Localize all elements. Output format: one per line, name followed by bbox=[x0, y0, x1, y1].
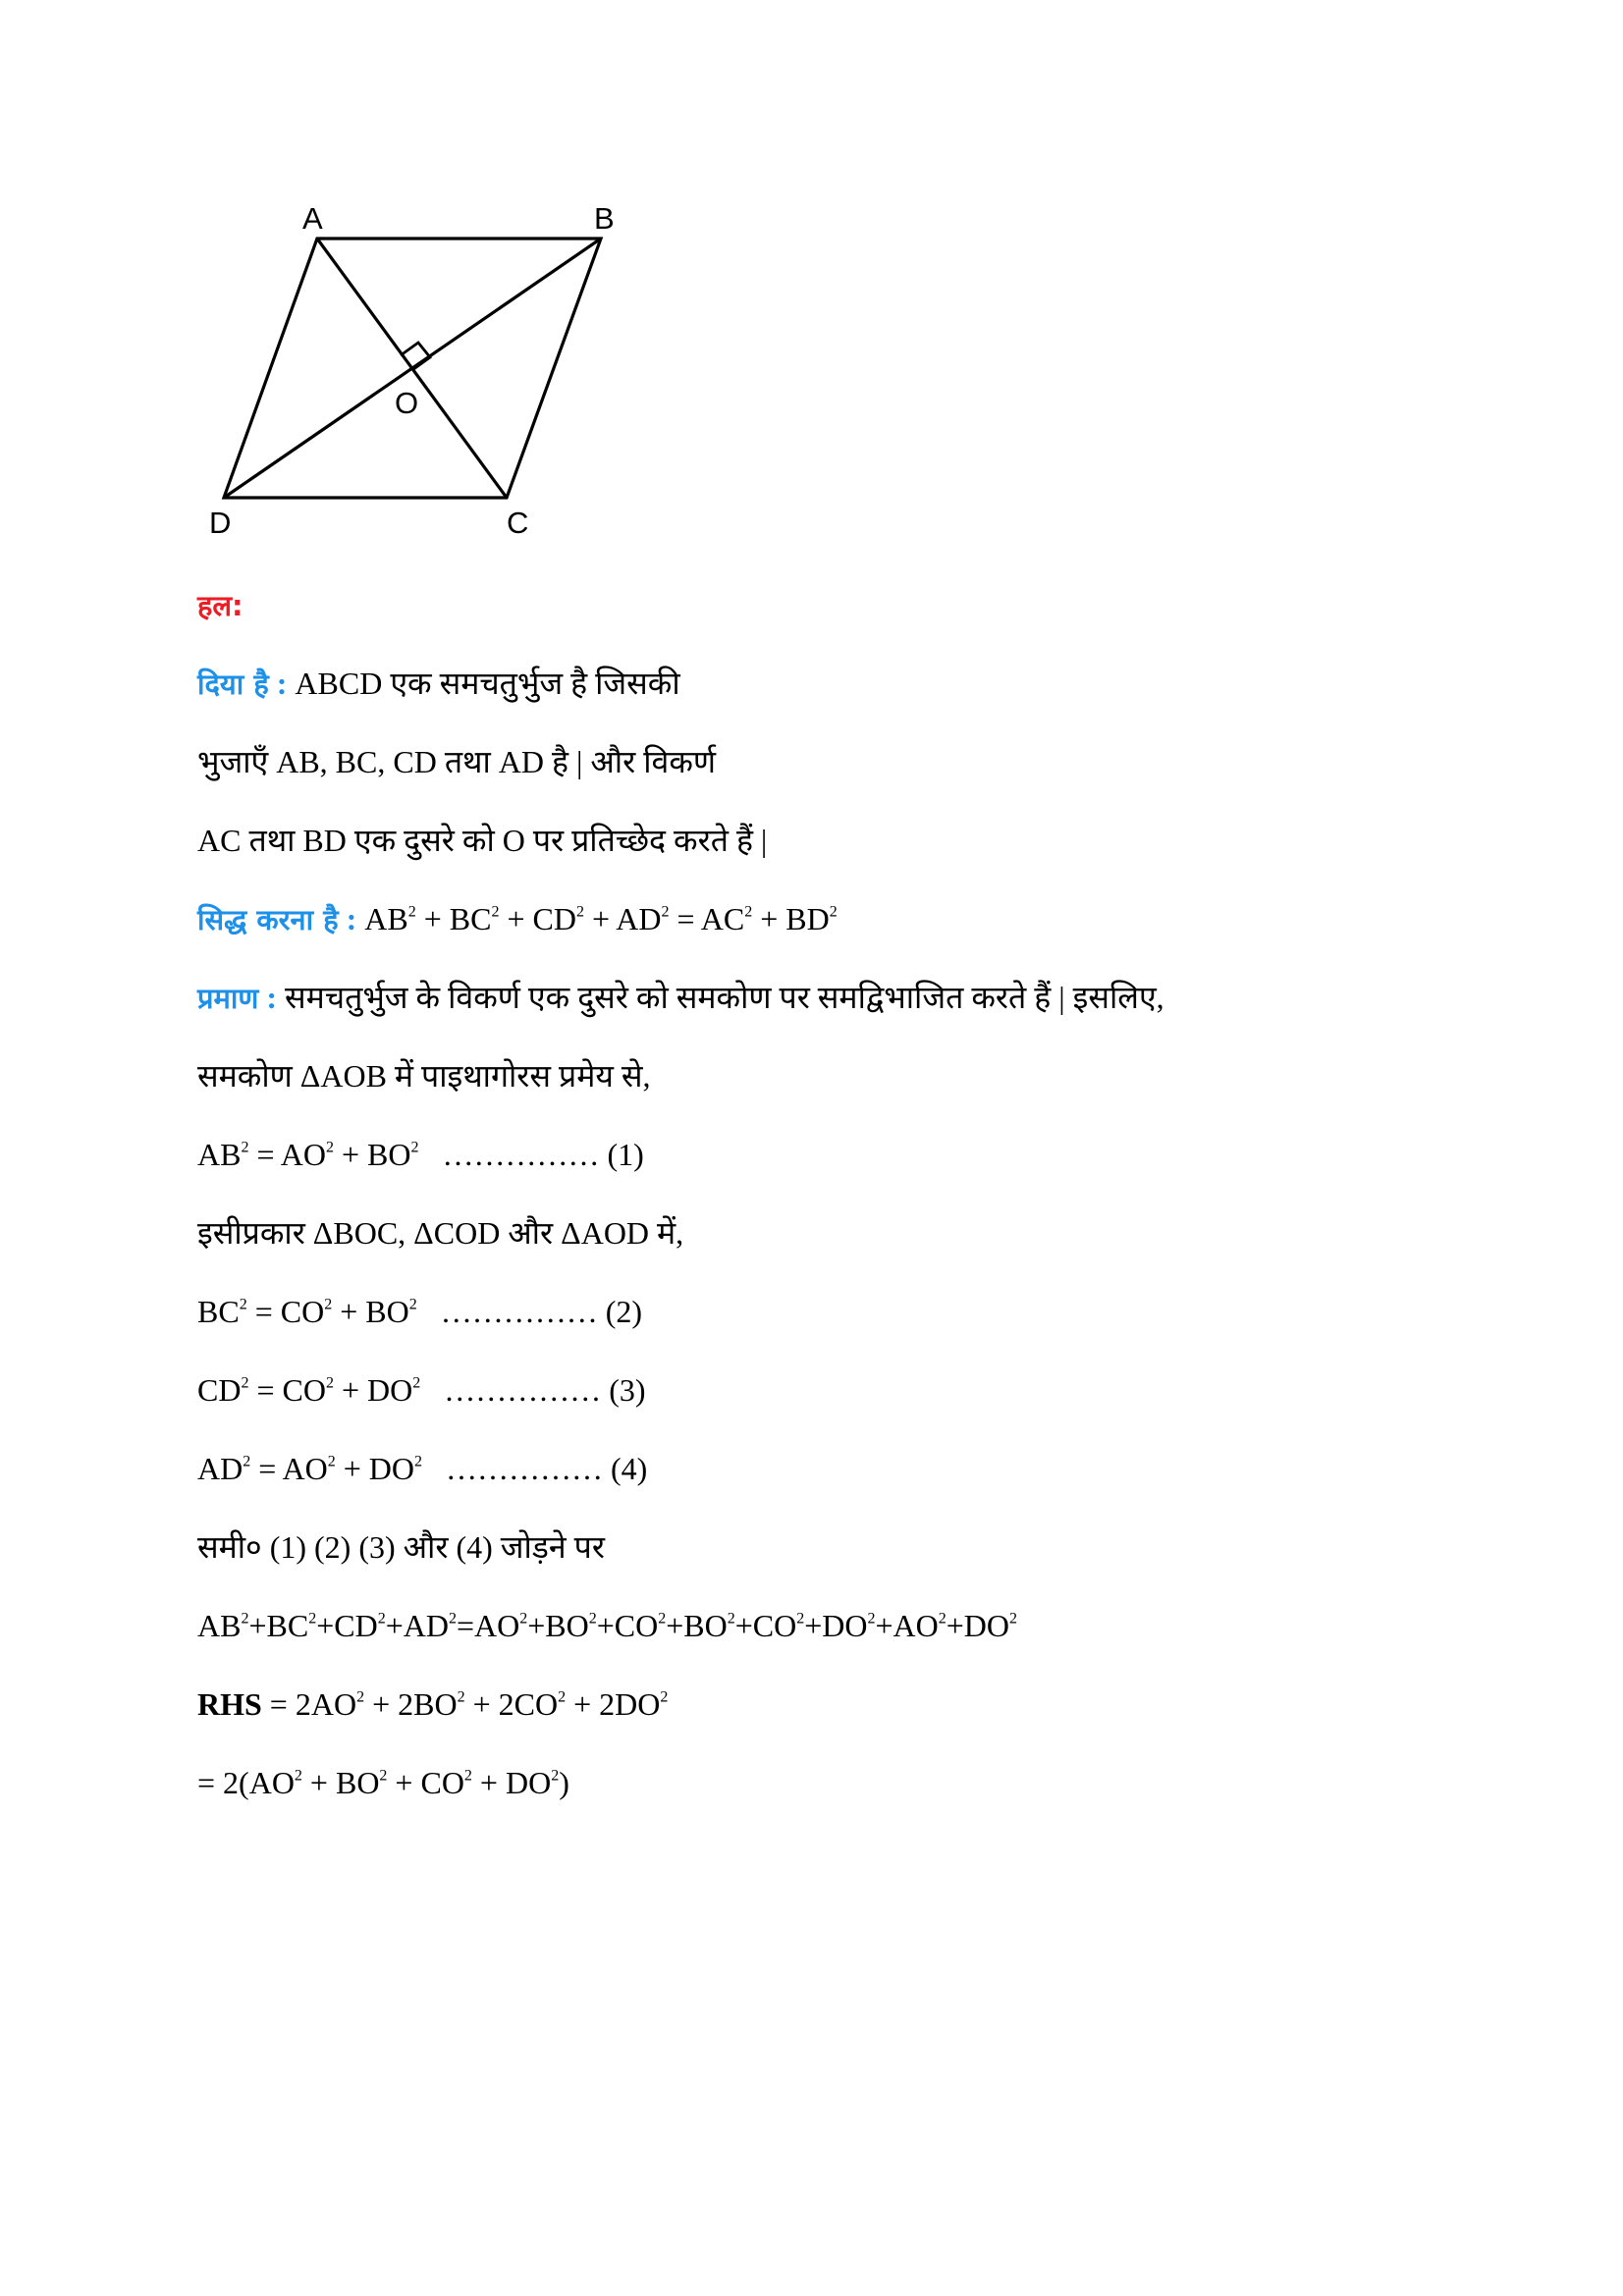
proof-text-2: समकोण ΔAOB में पाइथागोरस प्रमेय से, bbox=[197, 1058, 651, 1094]
exponent: 2 bbox=[727, 1610, 735, 1628]
term: AB bbox=[364, 901, 408, 936]
exponent: 2 bbox=[661, 903, 670, 921]
term: CD bbox=[334, 1608, 378, 1643]
exponent: 2 bbox=[660, 1688, 669, 1706]
exponent: 2 bbox=[588, 1610, 597, 1628]
term: AD bbox=[197, 1451, 243, 1486]
vertex-label-a: A bbox=[302, 201, 323, 236]
exponent: 2 bbox=[796, 1610, 805, 1628]
term: CD bbox=[532, 901, 576, 936]
term: CD bbox=[197, 1372, 242, 1408]
exponent: 2 bbox=[377, 1610, 386, 1628]
term: BO bbox=[365, 1294, 409, 1329]
exponent: 2 bbox=[325, 1139, 334, 1156]
term: 2CO bbox=[498, 1686, 559, 1722]
term: CO bbox=[282, 1372, 326, 1408]
given-line-3 bbox=[197, 821, 1474, 899]
term: DO bbox=[822, 1608, 868, 1643]
rhombus-diagram bbox=[196, 191, 668, 545]
exponent: 2 bbox=[325, 1374, 334, 1392]
term: CO bbox=[280, 1294, 325, 1329]
solution-heading bbox=[197, 585, 1474, 664]
rhs-line: RHS = $2AO^2 + 2BO^2 + 2CO^2 + 2DO^2$ bbox=[197, 1686, 669, 1722]
equation-tag: (4) bbox=[610, 1451, 648, 1486]
proof-line-2 bbox=[197, 1056, 1474, 1135]
vertex-label-c: C bbox=[507, 506, 529, 540]
exponent: 2 bbox=[413, 1453, 422, 1470]
term: AO bbox=[248, 1765, 295, 1800]
exponent: 2 bbox=[457, 1688, 465, 1706]
term: CO bbox=[420, 1765, 464, 1800]
exponent: 2 bbox=[243, 1453, 251, 1470]
factor-suffix: ) bbox=[559, 1765, 569, 1800]
exponent: 2 bbox=[551, 1767, 560, 1785]
proof-line-1 bbox=[197, 978, 1474, 1056]
exponent: 2 bbox=[407, 903, 416, 921]
exponent: 2 bbox=[867, 1610, 876, 1628]
given-text-2: भुजाएँ AB, BC, CD तथा AD है | और विकर्ण bbox=[197, 744, 717, 779]
to-prove-colon: : bbox=[338, 901, 357, 936]
term: AB bbox=[197, 1608, 242, 1643]
term: AB bbox=[197, 1137, 242, 1172]
to-prove-equation: $AB^2 + BC^2 + CD^2 + AD^2 = AC^2 + BD^2$ bbox=[364, 901, 838, 936]
leader-dots: …………… bbox=[442, 1137, 600, 1172]
to-prove-line bbox=[197, 899, 1474, 978]
given-line-2 bbox=[197, 742, 1474, 821]
leader-dots: …………… bbox=[444, 1372, 602, 1408]
exponent: 2 bbox=[1009, 1610, 1018, 1628]
proof-colon: : bbox=[258, 980, 277, 1015]
term: BC bbox=[449, 901, 492, 936]
proof-text-3: इसीप्रकार ΔBOC, ΔCOD और ΔAOD में, bbox=[197, 1215, 684, 1251]
term: 2BO bbox=[398, 1686, 458, 1722]
exponent: 2 bbox=[558, 1688, 567, 1706]
diagonal-bd bbox=[224, 239, 601, 498]
equation-tag: (1) bbox=[607, 1137, 644, 1172]
exponent: 2 bbox=[241, 1374, 249, 1392]
term: BO bbox=[367, 1137, 411, 1172]
proof-text-4: समी० (1) (2) (3) और (4) जोड़ने पर bbox=[197, 1529, 605, 1565]
factored-line: = $2(AO^2 + BO^2 + CO^2 + DO^2)$ bbox=[197, 1765, 569, 1800]
term: CO bbox=[752, 1608, 797, 1643]
term: BO bbox=[545, 1608, 589, 1643]
intersection-label-o: O bbox=[395, 386, 419, 420]
term: 2DO bbox=[599, 1686, 661, 1722]
exponent: 2 bbox=[324, 1296, 333, 1313]
exponent: 2 bbox=[241, 1139, 249, 1156]
given-label: दिया है bbox=[197, 667, 269, 701]
exponent: 2 bbox=[491, 903, 500, 921]
term: DO bbox=[505, 1765, 552, 1800]
exponent: 2 bbox=[412, 1374, 421, 1392]
exponent: 2 bbox=[519, 1610, 528, 1628]
term: CO bbox=[614, 1608, 659, 1643]
exponent: 2 bbox=[356, 1688, 365, 1706]
proof-label: प्रमाण bbox=[197, 982, 259, 1015]
heading-hal: हल: bbox=[197, 589, 243, 622]
term: DO bbox=[963, 1608, 1010, 1643]
exponent: 2 bbox=[410, 1139, 419, 1156]
exponent: 2 bbox=[575, 903, 584, 921]
exponent: 2 bbox=[938, 1610, 947, 1628]
equation-3: $CD^2 = CO^2 + DO^2$ …………… (3) bbox=[197, 1372, 646, 1408]
term: BO bbox=[683, 1608, 728, 1643]
exponent: 2 bbox=[239, 1296, 247, 1313]
given-text-3: AC तथा BD एक दुसरे को O पर प्रतिच्छेद करते हैं | bbox=[197, 823, 768, 858]
term: BO bbox=[335, 1765, 380, 1800]
term: BD bbox=[785, 901, 830, 936]
exponent: 2 bbox=[658, 1610, 667, 1628]
given-colon: : bbox=[268, 666, 288, 701]
leader-dots: …………… bbox=[440, 1294, 598, 1329]
exponent: 2 bbox=[448, 1610, 457, 1628]
sum-equation: $AB^2+BC^2+CD^2+AD^2=AO^2+BO^2+CO^2+BO^2+CO^2+DO^2+AO^2+DO^2$ bbox=[197, 1608, 1018, 1643]
solution-body bbox=[197, 585, 1474, 1842]
term: AO bbox=[893, 1608, 939, 1643]
exponent: 2 bbox=[294, 1767, 302, 1785]
term: AO bbox=[282, 1451, 328, 1486]
equation-4: $AD^2 = AO^2 + DO^2$ …………… (4) bbox=[197, 1451, 648, 1486]
rhombus-figure bbox=[196, 191, 668, 545]
vertex-label-d: D bbox=[209, 506, 232, 540]
exponent: 2 bbox=[308, 1610, 317, 1628]
exponent: 2 bbox=[327, 1453, 336, 1470]
given-text-1: ABCD एक समचतुर्भुज है जिसकी bbox=[287, 666, 680, 701]
term: AO bbox=[474, 1608, 520, 1643]
exponent: 2 bbox=[379, 1767, 388, 1785]
vertex-label-b: B bbox=[594, 201, 615, 236]
exponent: 2 bbox=[744, 903, 753, 921]
term: AD bbox=[616, 901, 662, 936]
equation-tag: (2) bbox=[605, 1294, 642, 1329]
exponent: 2 bbox=[408, 1296, 417, 1313]
given-line-1 bbox=[197, 664, 1474, 742]
leader-dots: …………… bbox=[445, 1451, 603, 1486]
to-prove-label: सिद्ध करना है bbox=[197, 903, 339, 936]
equation-1: $AB^2 = AO^2 + BO^2$ …………… (1) bbox=[197, 1137, 644, 1172]
term: AC bbox=[700, 901, 745, 936]
proof-line-4 bbox=[197, 1527, 1474, 1606]
term: 2AO bbox=[295, 1686, 357, 1722]
proof-text-1: समचतुर्भुज के विकर्ण एक दुसरे को समकोण पर समद्विभाजित करते हैं | इसलिए, bbox=[276, 980, 1164, 1015]
equation-tag: (3) bbox=[609, 1372, 646, 1408]
term: BC bbox=[266, 1608, 309, 1643]
proof-line-3 bbox=[197, 1213, 1474, 1292]
term: AD bbox=[403, 1608, 449, 1643]
equation-2: $BC^2 = CO^2 + BO^2$ …………… (2) bbox=[197, 1294, 642, 1329]
term: DO bbox=[367, 1372, 413, 1408]
exponent: 2 bbox=[241, 1610, 249, 1628]
term: AO bbox=[280, 1137, 326, 1172]
term: BC bbox=[197, 1294, 240, 1329]
factor-prefix: = 2( bbox=[197, 1765, 249, 1800]
exponent: 2 bbox=[463, 1767, 472, 1785]
exponent: 2 bbox=[829, 903, 838, 921]
term: DO bbox=[368, 1451, 414, 1486]
rhs-label: RHS bbox=[197, 1686, 262, 1722]
